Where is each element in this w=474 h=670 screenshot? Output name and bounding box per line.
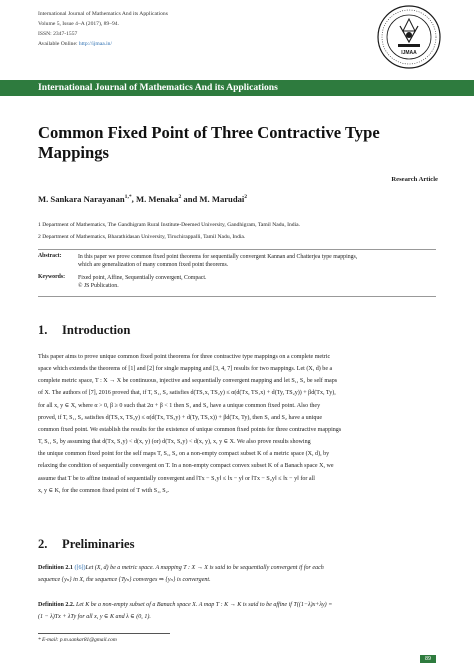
authors (38, 194, 247, 204)
article-type: Research Article (391, 176, 438, 183)
author-1-sup: 1,* (124, 194, 132, 201)
section-preliminaries-heading (38, 537, 135, 552)
keywords-text (78, 274, 434, 290)
abstract-line-1: In this paper we prove common fixed point theorems for sequentially convergent Kannan and Chatterjea type mappings, (78, 254, 358, 260)
paper-title (38, 123, 398, 163)
intro-line: This paper aims to prove unique common fixed point theorems for three contractive type mappings on a complete metric (38, 354, 331, 360)
definition-2-2 (38, 599, 436, 624)
journal-seal-logo (376, 4, 442, 70)
intro-line: assume that T be to affine instead of sequentially convergent and ‖Tx − S₁y‖ ≤ ‖x − y‖ or ‖Tx − S₂y‖ ≤ ‖x − y‖ for all (38, 475, 315, 482)
abstract-text (78, 253, 434, 269)
definition-2-2-label: Definition 2.2. (38, 602, 75, 608)
volume-info: Volume 5, Issue 4–A (2017), 89–94. (38, 21, 120, 27)
definition-2-1-label: Definition 2.1 (38, 565, 73, 571)
definition-2-1-line-1: Let (X, d) be a metric space. A mapping T : X → X is said to be sequentially convergent if for each (85, 565, 324, 571)
abstract-line-2: which are generalization of many common fixed point theorems. (78, 262, 229, 269)
author-3: and M. Marudai (181, 194, 245, 204)
availability (38, 40, 112, 49)
divider-top (38, 249, 436, 250)
intro-line: proved, if T, S₁, S₂ satisfies d(TS₁x, TS₂y) ≤ α(d(Tx, TS₂y) + d(Ty, TS₁x)) + βd(Tx, Ty), then S₁ and S₂ have a unique (38, 414, 323, 421)
banner-text: International Journal of Mathematics And its Applications (38, 82, 278, 93)
definition-2-1-cite[interactable]: ([6]) (74, 565, 86, 571)
intro-line: x, y ∈ K, for the common fixed point of T with S₁, S₂. (38, 487, 170, 494)
definition-2-2-line-1: Let K be a non-empty subset of a Banach space X. A map T : K → K is said to be affine if T((1−λ)x+λy) = (75, 602, 333, 608)
footnote-rule (38, 633, 170, 634)
definition-2-1 (38, 562, 436, 587)
seal-brand: IJMAA (401, 50, 417, 56)
affiliation-1: 1 Department of Mathematics, The Gandhigram Rural Institute-Deemed University, Gandhigram, Tamil Nadu, India. (38, 222, 301, 228)
intro-line: T, S₁, S₂ by assuming that d(Tx, S₁y) < d(x, y) (or) d(Tx, S₂y) < d(x, y), x, y ∈ X. We also prove results showing (38, 439, 311, 446)
section-2-number: 2. (38, 537, 48, 551)
keywords-label: Keywords: (38, 274, 66, 280)
keywords: Fixed point, Affine, Sequentially convergent, Compact. (78, 275, 207, 281)
journal-url-link[interactable]: http://ijmaa.in/ (78, 41, 113, 47)
title-line-2: Mappings (38, 143, 110, 162)
intro-line: common fixed point. We establish the results for the existence of unique common fixed points for three contractive mappings (38, 426, 342, 433)
section-introduction-heading (38, 323, 130, 338)
author-1: M. Sankara Narayanan (38, 194, 125, 204)
available-label: Available Online: (38, 41, 78, 47)
page-number-box (420, 655, 436, 663)
author-3-sup: 2 (244, 194, 248, 201)
abstract-label: Abstract: (38, 253, 62, 259)
intro-line: complete metric space, T : X → X be continuous, injective and sequentially convergent mapping and let S₁, S₂ be self maps (38, 378, 338, 385)
journal-banner (0, 80, 474, 96)
intro-line: for all x, y ∈ X, where α > 0, β ≥ 0 such that 2α + β < 1 then S₁ and S₂ have a unique common fixed point. Also they (38, 402, 321, 409)
intro-line: of X. The authors of [7], 2016 proved that, if T, S₁, S₂ satisfies d(TS₁x, TS₂y) ≤ α(d(Tx, TS₁x) + d(Ty, TS₂y)) + βd(Tx, Ty), (38, 390, 336, 397)
intro-line: the unique common fixed point for the self maps T, S₁, S₂ on a non-empty compact subset K of a metric space (X, d), by (38, 451, 330, 458)
intro-line: relaxing the condition of sequentially convergent on T. In a non-empty compact convex subset K of a Banach space X, we (38, 463, 334, 470)
footnote-email: * E-mail: p.m.sankar81@gmail.com (38, 637, 117, 643)
copyright: © JS Publication. (78, 283, 119, 290)
issn: ISSN: 2347-1557 (38, 31, 78, 37)
author-2: , M. Menaka (131, 194, 179, 204)
journal-name: International Journal of Mathematics And its Applications (38, 11, 168, 17)
section-2-title: Preliminaries (62, 537, 135, 551)
section-1-number: 1. (38, 323, 48, 337)
title-line-1: Common Fixed Point of Three Contractive Type (38, 123, 380, 142)
affiliation-2: 2 Department of Mathematics, Bharathidasan University, Tiruchirappalli, Tamil Nadu, India. (38, 234, 246, 240)
definition-2-2-line-2: (1 − λ)Tx + λTy for all x, y ∈ K and λ ∈ (0, 1). (38, 614, 151, 621)
introduction-paragraph (38, 351, 436, 497)
intro-line: space which extends the theorems of [1] and [2] for single mapping and [3, 4, 7] results for two mappings. Let (X, d) be a (38, 366, 333, 373)
page-number: 89 (425, 656, 431, 662)
definition-2-1-line-2: sequence {yₙ} in X, the sequence {Tyₙ} converges ⇒ {yₙ} is convergent. (38, 577, 211, 584)
divider-bottom (38, 296, 436, 297)
author-2-sup: 2 (178, 194, 182, 201)
section-1-title: Introduction (62, 323, 131, 337)
